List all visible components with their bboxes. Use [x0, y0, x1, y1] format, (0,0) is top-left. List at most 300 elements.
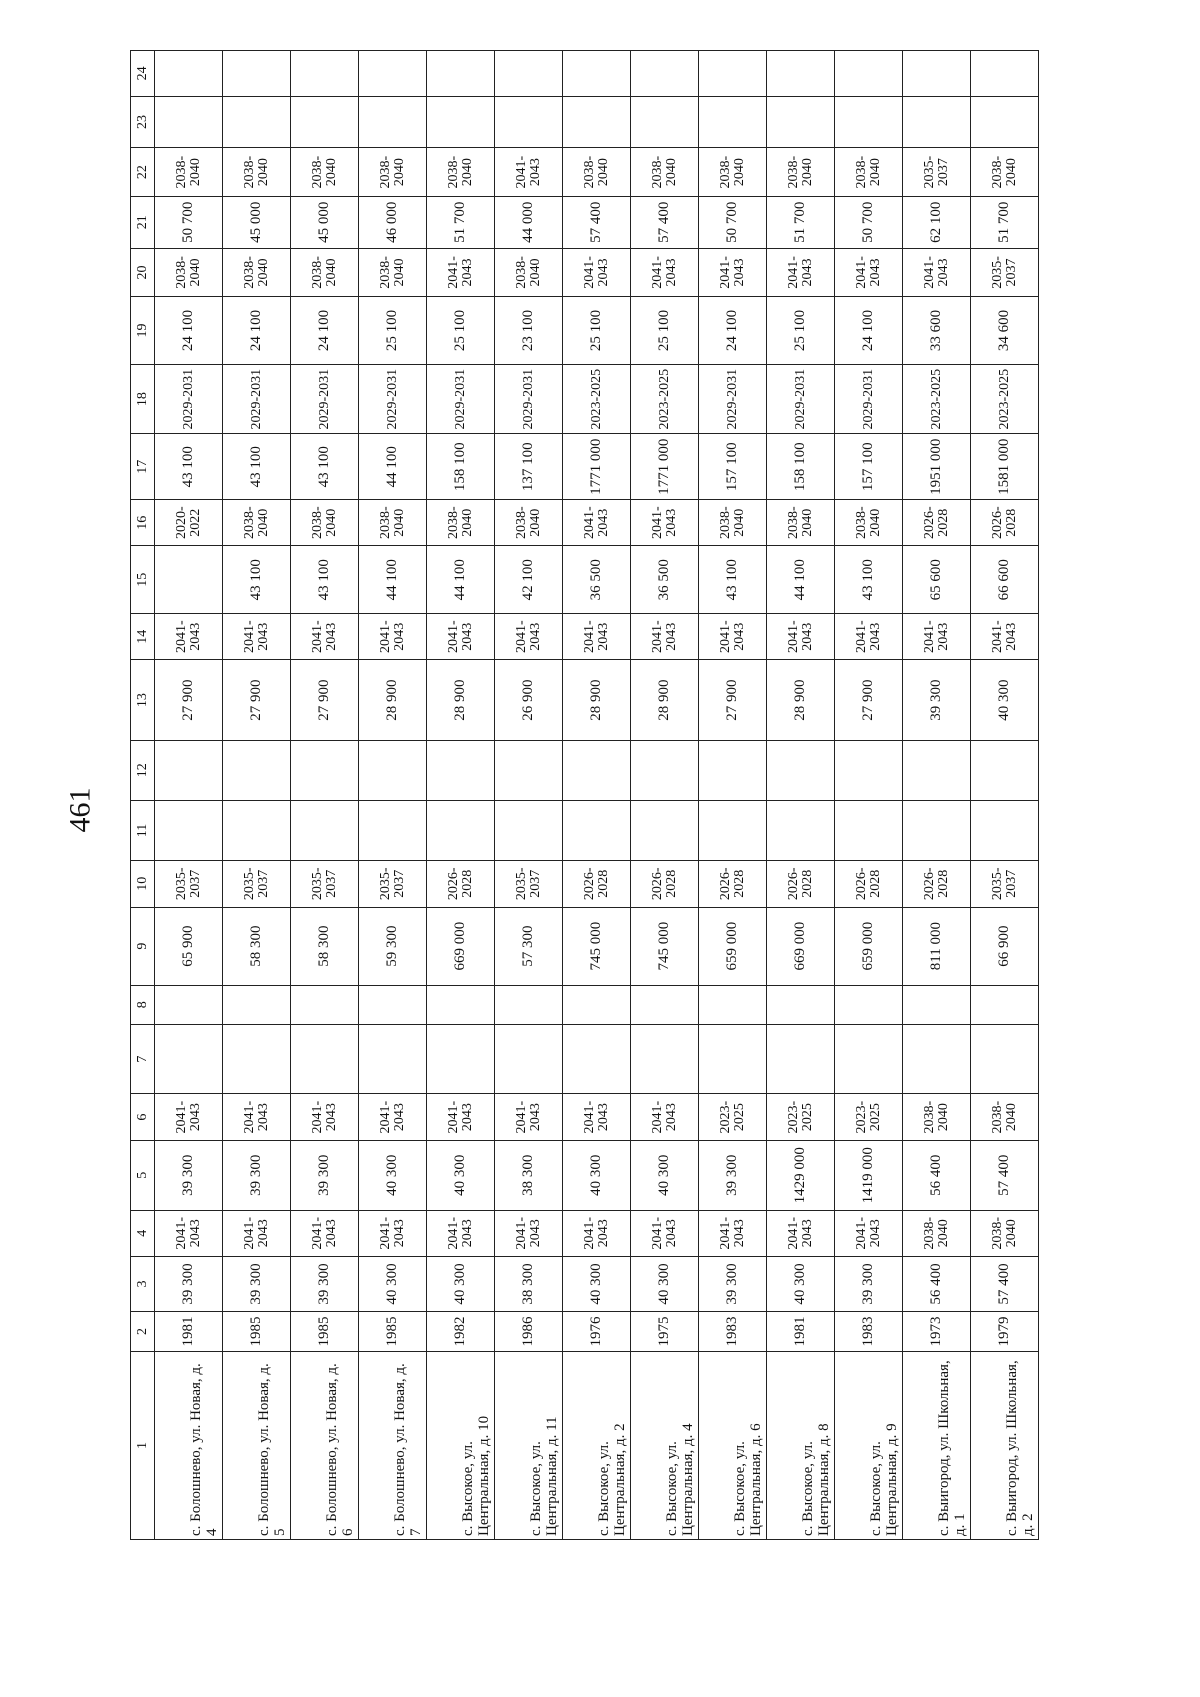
table-cell	[223, 740, 291, 800]
table-cell: 2023-2025	[971, 364, 1039, 434]
column-header: 19	[131, 297, 155, 365]
table-cell: 44 100	[427, 546, 495, 614]
table-cell	[563, 96, 631, 148]
table-cell: 2026-2028	[699, 861, 767, 907]
table-cell: 2041-2043	[155, 1210, 223, 1256]
table-row	[291, 51, 359, 1540]
table-cell	[699, 96, 767, 148]
table-cell: 24 100	[155, 297, 223, 365]
table-cell	[835, 800, 903, 860]
table-cell: 2035-2037	[495, 861, 563, 907]
table-cell: 39 300	[291, 1257, 359, 1312]
column-header: 11	[131, 800, 155, 860]
rotated-table-container	[130, 50, 1060, 1540]
table-cell: 58 300	[291, 907, 359, 985]
table-cell	[155, 1024, 223, 1094]
table-cell	[903, 1024, 971, 1094]
table-cell: 28 900	[359, 660, 427, 740]
table-cell: 2041-2043	[427, 1210, 495, 1256]
table-cell	[155, 740, 223, 800]
address-cell: с. Высокое, ул. Центральная, д. 6	[699, 1352, 767, 1540]
table-cell	[971, 96, 1039, 148]
table-cell	[291, 1024, 359, 1094]
header-row	[131, 51, 155, 1540]
table-cell: 43 100	[291, 434, 359, 499]
table-cell: 33 600	[903, 297, 971, 365]
table-cell: 2041-2043	[155, 613, 223, 659]
table-cell: 158 100	[767, 434, 835, 499]
table-cell	[631, 740, 699, 800]
address-cell: с. Выигород, ул. Школьная, д. 2	[971, 1352, 1039, 1540]
table-cell: 2035-2037	[971, 248, 1039, 297]
table-cell	[767, 1024, 835, 1094]
table-cell: 2029-2031	[359, 364, 427, 434]
table-cell: 1975	[631, 1311, 699, 1351]
table-cell	[155, 546, 223, 614]
table-cell	[767, 51, 835, 97]
table-cell: 2038-2040	[495, 248, 563, 297]
table-cell: 2041-2043	[835, 248, 903, 297]
table-cell: 43 100	[223, 546, 291, 614]
table-cell: 2035-2037	[223, 861, 291, 907]
table-cell: 659 000	[835, 907, 903, 985]
table-cell	[291, 800, 359, 860]
table-cell: 28 900	[563, 660, 631, 740]
table-cell: 50 700	[835, 196, 903, 248]
table-cell: 62 100	[903, 196, 971, 248]
table-cell: 40 300	[971, 660, 1039, 740]
table-cell	[903, 800, 971, 860]
table-row	[155, 51, 223, 1540]
address-cell: с. Высокое, ул. Центральная, д. 2	[563, 1352, 631, 1540]
table-cell: 24 100	[835, 297, 903, 365]
table-cell: 28 900	[631, 660, 699, 740]
table-cell	[971, 51, 1039, 97]
table-cell: 2038-2040	[495, 499, 563, 545]
table-cell: 2041-2043	[291, 1210, 359, 1256]
table-cell: 2041-2043	[291, 1094, 359, 1140]
table-cell: 2041-2043	[767, 613, 835, 659]
address-cell: с. Высокое, ул. Центральная, д. 11	[495, 1352, 563, 1540]
table-cell: 1982	[427, 1311, 495, 1351]
table-cell	[495, 985, 563, 1024]
table-cell: 2038-2040	[971, 148, 1039, 197]
table-cell: 44 100	[359, 434, 427, 499]
table-cell	[223, 985, 291, 1024]
table-cell: 2041-2043	[427, 248, 495, 297]
table-cell: 39 300	[223, 1257, 291, 1312]
table-cell: 2038-2040	[699, 148, 767, 197]
column-header: 10	[131, 861, 155, 907]
table-cell	[291, 985, 359, 1024]
table-cell: 745 000	[631, 907, 699, 985]
table-cell	[835, 51, 903, 97]
table-cell: 25 100	[359, 297, 427, 365]
table-cell	[835, 740, 903, 800]
table-cell: 40 300	[767, 1257, 835, 1312]
table-cell: 2041-2043	[835, 1210, 903, 1256]
table-cell	[971, 740, 1039, 800]
table-cell: 2023-2025	[563, 364, 631, 434]
table-cell: 669 000	[767, 907, 835, 985]
column-header: 22	[131, 148, 155, 197]
table-cell: 39 300	[291, 1140, 359, 1210]
table-cell: 2041-2043	[495, 148, 563, 197]
table-cell: 2029-2031	[223, 364, 291, 434]
table-cell: 2041-2043	[903, 248, 971, 297]
address-cell: с. Болошнево, ул. Новая, д. 4	[155, 1352, 223, 1540]
table-cell: 2041-2043	[699, 613, 767, 659]
table-cell	[155, 985, 223, 1024]
table-cell: 2041-2043	[699, 248, 767, 297]
data-table	[130, 50, 1039, 1540]
table-cell: 42 100	[495, 546, 563, 614]
table-cell: 2041-2043	[291, 613, 359, 659]
table-cell	[903, 96, 971, 148]
table-cell	[563, 1024, 631, 1094]
table-cell: 2038-2040	[767, 499, 835, 545]
table-cell: 44 100	[359, 546, 427, 614]
table-cell	[631, 51, 699, 97]
table-cell: 669 000	[427, 907, 495, 985]
table-cell: 56 400	[903, 1257, 971, 1312]
address-cell: с. Болошнево, ул. Новая, д. 6	[291, 1352, 359, 1540]
table-cell: 25 100	[767, 297, 835, 365]
table-cell: 2038-2040	[223, 148, 291, 197]
table-cell	[699, 985, 767, 1024]
table-cell: 65 900	[155, 907, 223, 985]
table-cell	[631, 800, 699, 860]
table-cell: 2038-2040	[631, 148, 699, 197]
table-row	[427, 51, 495, 1540]
table-cell	[359, 96, 427, 148]
table-cell: 50 700	[699, 196, 767, 248]
table-cell: 2041-2043	[631, 613, 699, 659]
table-cell: 24 100	[699, 297, 767, 365]
table-cell: 1981	[155, 1311, 223, 1351]
table-row	[835, 51, 903, 1540]
table-cell: 66 600	[971, 546, 1039, 614]
table-cell: 40 300	[631, 1257, 699, 1312]
table-cell: 65 600	[903, 546, 971, 614]
table-row	[767, 51, 835, 1540]
table-cell: 27 900	[155, 660, 223, 740]
table-cell	[359, 985, 427, 1024]
column-header: 17	[131, 434, 155, 499]
table-cell: 158 100	[427, 434, 495, 499]
table-cell	[699, 51, 767, 97]
address-cell: с. Высокое, ул. Центральная, д. 9	[835, 1352, 903, 1540]
table-cell: 39 300	[903, 660, 971, 740]
table-cell: 44 100	[767, 546, 835, 614]
table-cell: 2041-2043	[495, 1210, 563, 1256]
table-cell: 57 400	[971, 1257, 1039, 1312]
table-cell	[971, 985, 1039, 1024]
table-cell: 2026-2028	[563, 861, 631, 907]
table-row	[903, 51, 971, 1540]
table-cell	[835, 96, 903, 148]
table-cell: 1985	[359, 1311, 427, 1351]
table-cell: 2041-2043	[631, 499, 699, 545]
table-cell	[223, 1024, 291, 1094]
table-cell: 2023-2025	[767, 1094, 835, 1140]
table-cell	[291, 740, 359, 800]
table-cell: 40 300	[359, 1257, 427, 1312]
table-cell	[155, 96, 223, 148]
column-header: 12	[131, 740, 155, 800]
table-cell: 2038-2040	[155, 248, 223, 297]
table-cell: 2041-2043	[563, 613, 631, 659]
table-cell: 2038-2040	[291, 248, 359, 297]
table-cell: 1771 000	[563, 434, 631, 499]
column-header: 8	[131, 985, 155, 1024]
table-row	[631, 51, 699, 1540]
table-cell	[223, 96, 291, 148]
column-header: 1	[131, 1352, 155, 1540]
table-cell	[563, 985, 631, 1024]
column-header: 6	[131, 1094, 155, 1140]
table-cell: 2041-2043	[223, 1094, 291, 1140]
table-cell	[699, 800, 767, 860]
table-cell: 57 400	[563, 196, 631, 248]
table-cell: 39 300	[223, 1140, 291, 1210]
table-cell: 2041-2043	[971, 613, 1039, 659]
table-cell	[155, 51, 223, 97]
table-cell	[835, 1024, 903, 1094]
table-cell	[699, 740, 767, 800]
table-cell: 1771 000	[631, 434, 699, 499]
table-cell	[495, 96, 563, 148]
table-row	[699, 51, 767, 1540]
table-cell	[223, 800, 291, 860]
table-cell: 2041-2043	[359, 613, 427, 659]
table-cell	[359, 740, 427, 800]
table-cell: 1581 000	[971, 434, 1039, 499]
table-cell	[767, 96, 835, 148]
table-cell: 40 300	[427, 1257, 495, 1312]
table-cell	[563, 51, 631, 97]
table-cell: 2041-2043	[359, 1210, 427, 1256]
table-cell: 659 000	[699, 907, 767, 985]
table-cell	[427, 740, 495, 800]
table-cell: 25 100	[563, 297, 631, 365]
table-cell: 2038-2040	[903, 1094, 971, 1140]
table-cell: 43 100	[835, 546, 903, 614]
table-cell: 2038-2040	[835, 148, 903, 197]
table-cell: 2026-2028	[971, 499, 1039, 545]
table-cell: 2041-2043	[563, 248, 631, 297]
table-cell	[427, 1024, 495, 1094]
column-header: 4	[131, 1210, 155, 1256]
table-cell: 2038-2040	[155, 148, 223, 197]
table-cell: 2041-2043	[495, 1094, 563, 1140]
table-cell: 56 400	[903, 1140, 971, 1210]
table-cell	[291, 51, 359, 97]
table-cell: 2023-2025	[631, 364, 699, 434]
table-cell	[427, 51, 495, 97]
table-cell: 45 000	[223, 196, 291, 248]
table-row	[971, 51, 1039, 1540]
table-cell: 157 100	[699, 434, 767, 499]
table-cell: 2041-2043	[563, 1094, 631, 1140]
table-cell	[427, 985, 495, 1024]
table-cell: 51 700	[767, 196, 835, 248]
table-cell: 40 300	[563, 1257, 631, 1312]
column-header: 20	[131, 248, 155, 297]
table-cell	[631, 985, 699, 1024]
table-cell	[427, 800, 495, 860]
table-cell: 39 300	[155, 1257, 223, 1312]
table-cell: 1976	[563, 1311, 631, 1351]
table-cell: 59 300	[359, 907, 427, 985]
table-cell: 27 900	[223, 660, 291, 740]
table-cell: 45 000	[291, 196, 359, 248]
address-cell: с. Высокое, ул. Центральная, д. 8	[767, 1352, 835, 1540]
table-cell: 2038-2040	[563, 148, 631, 197]
column-header: 24	[131, 51, 155, 97]
table-cell	[563, 740, 631, 800]
table-cell: 2035-2037	[903, 148, 971, 197]
table-cell: 2041-2043	[631, 248, 699, 297]
table-cell: 23 100	[495, 297, 563, 365]
table-cell: 2041-2043	[427, 613, 495, 659]
table-cell: 50 700	[155, 196, 223, 248]
table-cell	[223, 51, 291, 97]
table-cell: 2041-2043	[767, 1210, 835, 1256]
table-cell: 2041-2043	[223, 613, 291, 659]
table-cell	[427, 96, 495, 148]
table-cell: 2038-2040	[359, 148, 427, 197]
table-cell: 38 300	[495, 1140, 563, 1210]
table-cell: 2026-2028	[903, 499, 971, 545]
table-cell: 40 300	[359, 1140, 427, 1210]
column-header: 5	[131, 1140, 155, 1210]
table-cell: 39 300	[699, 1140, 767, 1210]
table-cell: 2041-2043	[495, 613, 563, 659]
table-cell	[903, 985, 971, 1024]
table-cell: 39 300	[155, 1140, 223, 1210]
table-cell	[563, 800, 631, 860]
table-cell: 44 000	[495, 196, 563, 248]
table-cell: 27 900	[835, 660, 903, 740]
table-cell: 2041-2043	[699, 1210, 767, 1256]
table-row	[359, 51, 427, 1540]
table-cell	[495, 740, 563, 800]
table-cell: 1951 000	[903, 434, 971, 499]
table-cell: 46 000	[359, 196, 427, 248]
table-cell: 2041-2043	[631, 1210, 699, 1256]
table-cell: 43 100	[699, 546, 767, 614]
table-cell: 39 300	[699, 1257, 767, 1312]
table-cell: 745 000	[563, 907, 631, 985]
table-cell: 2029-2031	[427, 364, 495, 434]
table-cell: 38 300	[495, 1257, 563, 1312]
table-cell: 2038-2040	[699, 499, 767, 545]
table-cell: 1983	[699, 1311, 767, 1351]
table-cell: 57 400	[631, 196, 699, 248]
table-cell: 2041-2043	[563, 1210, 631, 1256]
table-cell: 2041-2043	[631, 1094, 699, 1140]
table-cell: 811 000	[903, 907, 971, 985]
table-cell	[291, 96, 359, 148]
table-cell: 2038-2040	[903, 1210, 971, 1256]
table-cell: 2038-2040	[971, 1094, 1039, 1140]
table-cell	[767, 800, 835, 860]
table-cell: 2035-2037	[291, 861, 359, 907]
table-cell	[903, 740, 971, 800]
table-cell	[903, 51, 971, 97]
table-cell: 2038-2040	[359, 248, 427, 297]
table-cell: 43 100	[291, 546, 359, 614]
table-cell	[631, 96, 699, 148]
table-cell: 40 300	[427, 1140, 495, 1210]
table-cell: 57 300	[495, 907, 563, 985]
table-cell: 1419 000	[835, 1140, 903, 1210]
table-cell: 43 100	[155, 434, 223, 499]
table-cell: 34 600	[971, 297, 1039, 365]
table-cell: 2038-2040	[835, 499, 903, 545]
table-cell: 157 100	[835, 434, 903, 499]
table-cell: 1983	[835, 1311, 903, 1351]
column-header: 18	[131, 364, 155, 434]
column-header: 7	[131, 1024, 155, 1094]
table-cell: 51 700	[427, 196, 495, 248]
table-cell	[495, 51, 563, 97]
table-cell: 2038-2040	[427, 499, 495, 545]
table-cell: 2023-2025	[699, 1094, 767, 1140]
table-cell: 1973	[903, 1311, 971, 1351]
column-header: 21	[131, 196, 155, 248]
table-cell: 25 100	[631, 297, 699, 365]
address-cell: с. Болошнево, ул. Новая, д. 5	[223, 1352, 291, 1540]
table-cell: 2038-2040	[223, 499, 291, 545]
table-cell: 2029-2031	[699, 364, 767, 434]
table-cell: 1981	[767, 1311, 835, 1351]
address-cell: с. Выигород, ул. Школьная, д. 1	[903, 1352, 971, 1540]
address-cell: с. Высокое, ул. Центральная, д. 4	[631, 1352, 699, 1540]
table-row	[223, 51, 291, 1540]
column-header: 15	[131, 546, 155, 614]
table-cell	[495, 1024, 563, 1094]
table-cell: 2038-2040	[971, 1210, 1039, 1256]
table-cell	[971, 800, 1039, 860]
table-cell	[699, 1024, 767, 1094]
table-cell: 40 300	[563, 1140, 631, 1210]
table-cell: 2026-2028	[631, 861, 699, 907]
table-row	[563, 51, 631, 1540]
table-cell: 2023-2025	[903, 364, 971, 434]
table-cell: 2026-2028	[767, 861, 835, 907]
table-cell: 58 300	[223, 907, 291, 985]
table-cell	[971, 1024, 1039, 1094]
table-cell: 2041-2043	[155, 1094, 223, 1140]
table-cell: 2041-2043	[223, 1210, 291, 1256]
table-cell: 2041-2043	[835, 613, 903, 659]
table-cell: 28 900	[767, 660, 835, 740]
column-header: 2	[131, 1311, 155, 1351]
table-cell: 2029-2031	[291, 364, 359, 434]
table-cell: 2035-2037	[155, 861, 223, 907]
table-cell: 43 100	[223, 434, 291, 499]
table-cell: 2038-2040	[291, 148, 359, 197]
table-cell: 1986	[495, 1311, 563, 1351]
table-cell	[359, 51, 427, 97]
table-cell: 1979	[971, 1311, 1039, 1351]
column-header: 13	[131, 660, 155, 740]
table-cell: 2041-2043	[767, 248, 835, 297]
table-cell: 2041-2043	[359, 1094, 427, 1140]
table-cell: 1985	[291, 1311, 359, 1351]
